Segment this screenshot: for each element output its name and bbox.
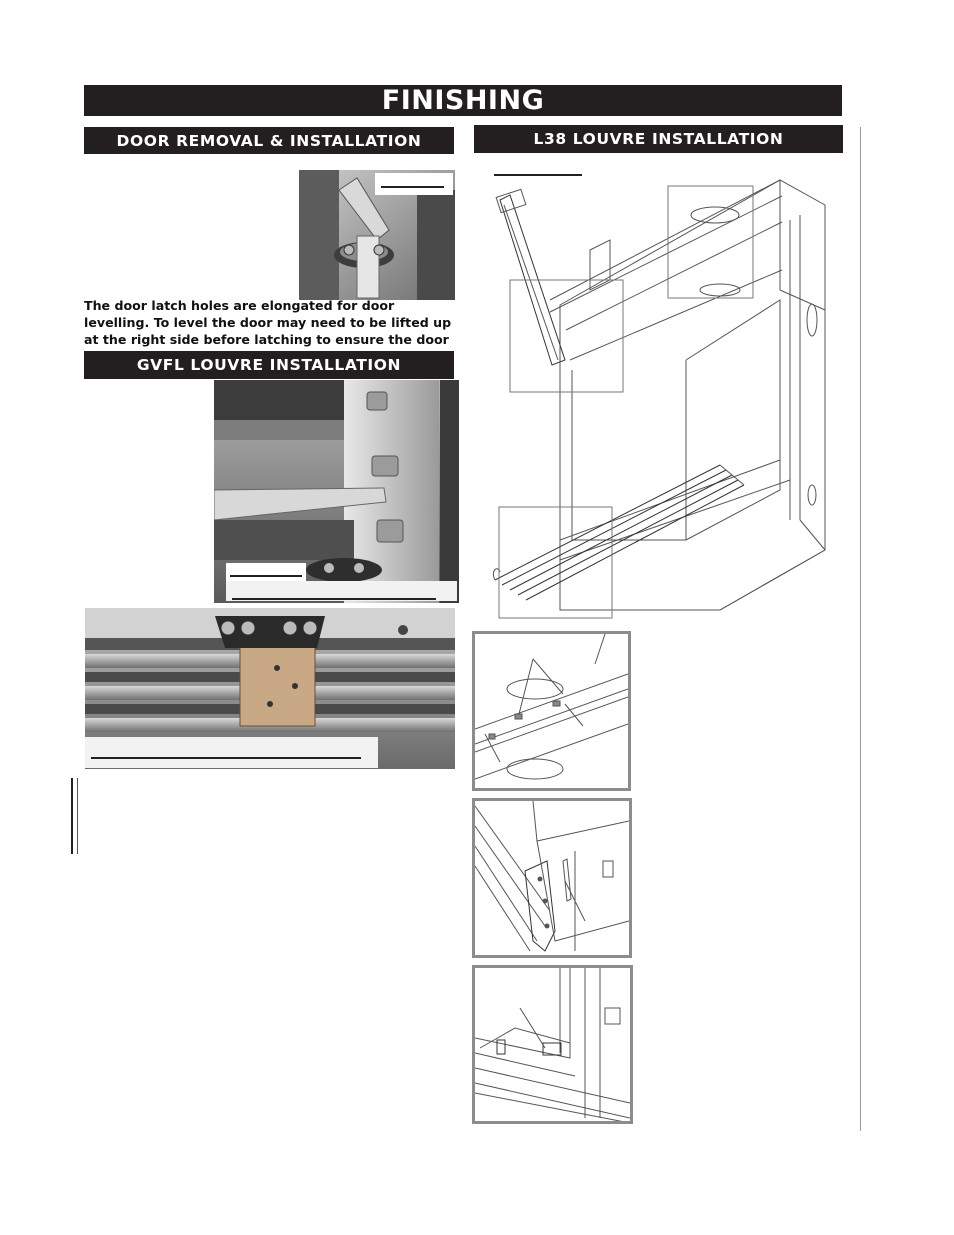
fireplace-louvre-drawing-icon <box>490 160 840 620</box>
door-removal-heading: DOOR REMOVAL & INSTALLATION <box>84 127 454 154</box>
louvre-detail-top-icon <box>472 631 631 791</box>
louvre-bracket-photo-icon <box>85 608 455 769</box>
change-bar <box>71 778 78 854</box>
louvre-hinge-photo-icon <box>214 380 459 603</box>
louvre-detail-bottom-icon <box>472 965 633 1124</box>
louvre-detail-side-icon <box>472 798 632 958</box>
gvfl-louvre-heading: GVFL LOUVRE INSTALLATION <box>84 351 454 379</box>
column-rule <box>860 127 861 1131</box>
l38-louvre-heading: L38 LOUVRE INSTALLATION <box>474 125 843 153</box>
door-latch-photo-icon <box>299 170 455 300</box>
door-removal-text: The door latch holes are elongated for door levelling. To level the door may need to be lifted up at the right side before latching to ensure the door <box>84 298 452 347</box>
page-title: FINISHING <box>84 85 842 116</box>
